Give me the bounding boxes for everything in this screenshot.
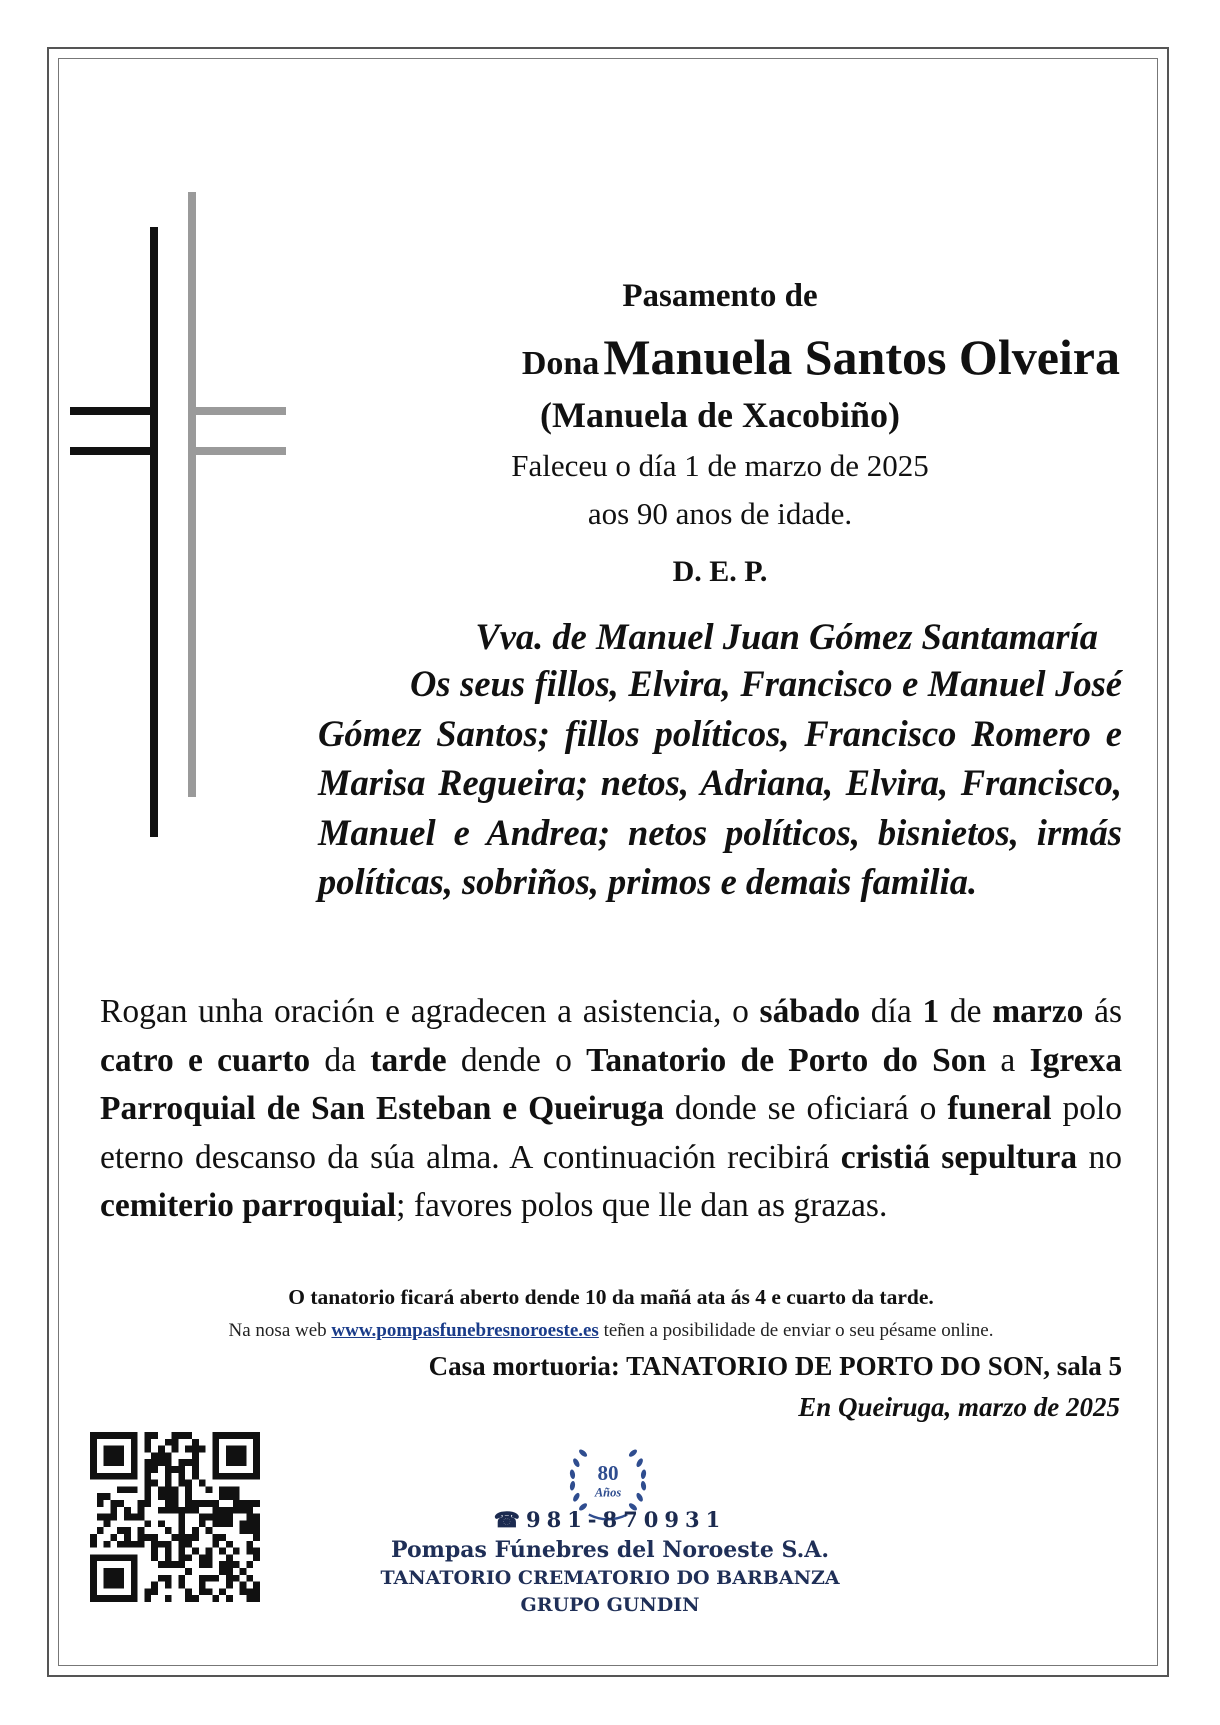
website-link[interactable]: www.pompasfunebresnoroeste.es: [331, 1320, 599, 1341]
ceremony-text: no: [1077, 1138, 1122, 1176]
name-prefix: Dona: [521, 345, 600, 382]
cross-dark-vertical: [150, 227, 158, 837]
ceremony-text: dende o: [446, 1041, 587, 1079]
ceremony-month: marzo: [992, 993, 1084, 1030]
phone-line: [330, 1507, 890, 1532]
ceremony-text: día: [860, 993, 923, 1030]
cross-icon: [70, 205, 290, 935]
ceremony-text: da: [310, 1041, 371, 1079]
company-name: Pompas Fúnebres del Noroeste S.A.: [391, 1537, 829, 1563]
cross-light-upper-arm: [188, 407, 286, 415]
rip-text: D. E. P.: [672, 555, 768, 588]
death-date: Faleceu o día 1 de marzo de 2025: [511, 448, 929, 483]
ceremony-funeral: funeral: [947, 1090, 1052, 1127]
logo-number: 80: [597, 1461, 619, 1485]
ceremony-church: Igrexa Parroquial de San Esteban e Queiruga: [100, 1041, 1122, 1127]
ceremony-text: de: [939, 993, 993, 1030]
ceremony-origin: Tanatorio de Porto do Son: [586, 1041, 987, 1079]
ceremony-part-of-day: tarde: [370, 1041, 447, 1079]
relatives-paragraph: Os seus fillos, Elvira, Francisco e Manuel José Gómez Santos; fillos políticos, Francisco Romero e Marisa Regueira; netos, Adriana, Elvira, Francisco, Manuel e Andrea; netos políticos, bisnietos, irmás políticas, sobriños, primos e demais familia.: [318, 663, 1122, 902]
cross-light-lower-arm: [188, 447, 286, 455]
qr-code-icon[interactable]: [90, 1432, 260, 1602]
ceremony-text: ; favores polos que lle dan as grazas.: [396, 1187, 888, 1224]
ceremony-day: sábado: [759, 993, 861, 1030]
cross-light-vertical: [188, 192, 196, 797]
ceremony-text: donde se oficiará o: [663, 1090, 948, 1127]
ceremony-date-number: 1: [922, 993, 940, 1030]
ceremony-text: ás: [1083, 993, 1123, 1030]
group-name: GRUPO GUNDIN: [520, 1594, 700, 1616]
phone-icon: ☎: [493, 1507, 526, 1532]
deceased-age: aos 90 anos de idade.: [587, 496, 853, 531]
ceremony-cemetery: cemiterio parroquial: [100, 1187, 397, 1224]
logo-word: Años: [594, 1485, 622, 1500]
ceremony-burial: cristiá sepultura: [840, 1138, 1078, 1176]
web-notice: [100, 1320, 1122, 1342]
funeral-house-place: TANATORIO DE PORTO DO SON,: [626, 1351, 1050, 1381]
ceremony-paragraph: [100, 988, 1122, 1231]
funeral-house-room: sala 5: [1049, 1351, 1122, 1381]
deceased-name-line: [300, 328, 1120, 386]
cross-dark-lower-arm: [70, 447, 158, 455]
ceremony-time: catro e cuarto: [100, 1041, 311, 1079]
ceremony-text: polo eterno descanso da súa alma. A continuación recibirá: [100, 1090, 1123, 1176]
web-text: teñen a posibilidade de enviar o seu pésame online.: [598, 1320, 994, 1341]
funeral-house: [100, 1351, 1122, 1382]
opening-hours: O tanatorio ficará aberto dende 10 da mañá ata ás 4 e cuarto da tarde.: [288, 1285, 934, 1309]
notice-heading: Pasamento de: [622, 278, 818, 314]
widow-line: Vva. de Manuel Juan Gómez Santamaría: [475, 616, 1098, 657]
web-text: Na nosa web: [228, 1320, 332, 1341]
cross-dark-upper-arm: [70, 407, 158, 415]
deceased-name: Manuela Santos Olveira: [603, 329, 1120, 385]
place-date: En Queiruga, marzo de 2025: [798, 1392, 1120, 1422]
deceased-nickname: (Manuela de Xacobiño): [540, 395, 900, 435]
crematorium-name: TANATORIO CREMATORIO DO BARBANZA: [380, 1567, 840, 1589]
ceremony-text: a: [986, 1041, 1030, 1079]
ceremony-text: Rogan unha oración e agradecen a asistencia, o: [100, 993, 760, 1030]
funeral-house-label: Casa mortuoria:: [428, 1351, 627, 1381]
phone-number[interactable]: 981-870931: [525, 1507, 727, 1532]
